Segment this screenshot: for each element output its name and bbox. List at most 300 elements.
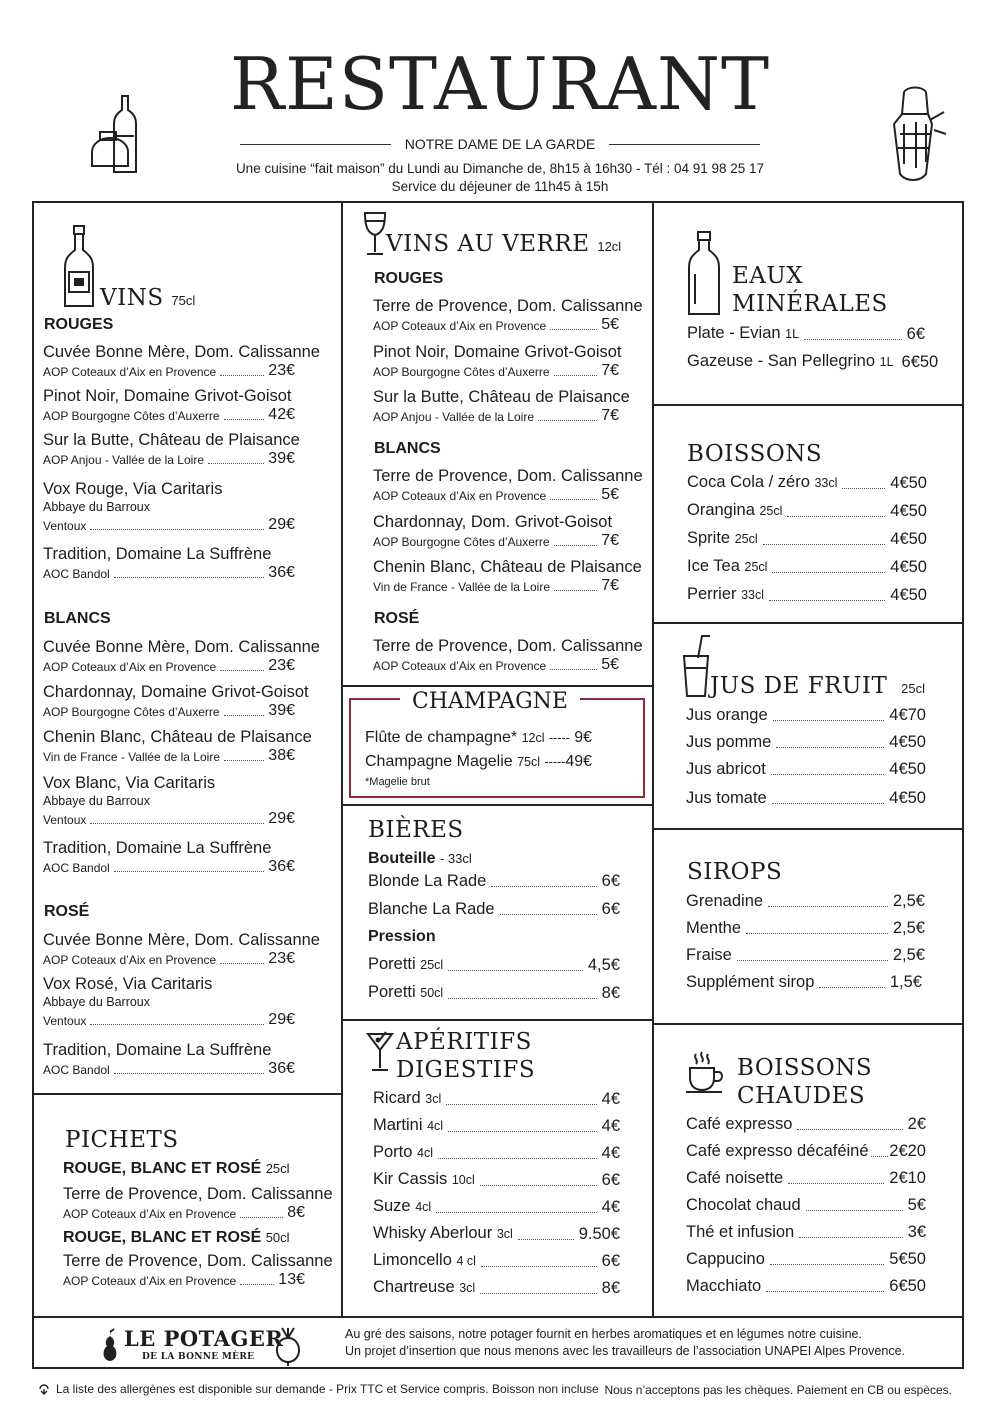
boisson-label: [687, 555, 767, 578]
chaude-label: Cappucino: [686, 1250, 765, 1268]
sirop-label: Grenadine: [686, 892, 764, 910]
boissons-title: BOISSONS: [687, 441, 823, 467]
verre-rose-label: ROSÉ: [374, 610, 420, 627]
eaux-title-line2: MINÉRALES: [732, 291, 888, 317]
boisson-item: [687, 527, 927, 550]
wine-price: 29€: [268, 810, 295, 827]
wine-price: 36€: [268, 564, 295, 581]
wine-appellation: AOP Coteaux d’Aix en Provence: [43, 365, 217, 379]
verre-appellation: AOP Coteaux d’Aix en Provence: [373, 319, 547, 333]
champagne-dashes: -----: [548, 731, 570, 745]
champagne-label: Flûte de champagne*: [365, 729, 518, 746]
sirop-label: Menthe: [686, 919, 742, 937]
verre-appellation: AOP Bourgogne Côtes d’Auxerre: [373, 365, 550, 379]
vins-verre-title: [386, 230, 621, 261]
aperitif-label-text: Suze: [373, 1197, 411, 1215]
wine-name: Sur la Butte, Château de Plaisance: [43, 431, 300, 449]
boisson-label: [687, 471, 837, 494]
vins-blancs-label: BLANCS: [44, 610, 111, 627]
aperitif-label-text: Kir Cassis: [373, 1170, 448, 1188]
wine-price: 39€: [268, 450, 295, 467]
chaude-label: Macchiato: [686, 1277, 762, 1295]
verre-appellation: AOP Coteaux d’Aix en Provence: [373, 489, 547, 503]
verre-price: 7€: [601, 362, 619, 379]
eau-unit: 1L: [785, 327, 800, 341]
juice-glass-icon: [680, 634, 714, 700]
boisson-label-text: Sprite: [687, 529, 731, 547]
eau-label-text: Gazeuse - San Pellegrino: [687, 352, 876, 370]
divider-eaux-boissons: [652, 404, 964, 406]
chaude-label: Café expresso: [686, 1115, 793, 1133]
subtitle-rule-left: [240, 144, 391, 145]
wine-name: Tradition, Domaine La Suffrène: [43, 545, 272, 563]
wine-name: Vox Rosé, Via Caritaris: [43, 975, 213, 993]
verre-item: [373, 296, 643, 334]
aperitif-item: [373, 1168, 620, 1191]
info-lunch: Service du déjeuner de 11h45 à 15h: [391, 179, 609, 194]
wine-name: Cuvée Bonne Mère, Dom. Calissanne: [43, 931, 320, 949]
biere-item: [368, 981, 620, 1004]
wine-name: Vox Rouge, Via Caritaris: [43, 480, 223, 498]
wine-item: [43, 1040, 295, 1078]
aperitif-price: 6€: [601, 1252, 620, 1270]
sirop-item: [686, 944, 925, 966]
chaudes-title-line2: CHAUDES: [737, 1083, 866, 1109]
aperitifs-title: [396, 1028, 535, 1084]
boisson-price: 4€50: [890, 530, 927, 548]
boisson-label-text: Ice Tea: [687, 557, 740, 575]
aperitif-label: [373, 1087, 441, 1110]
aperitif-item: [373, 1195, 620, 1218]
verre-rouges-label: ROUGES: [374, 270, 444, 287]
chaude-price: 6€50: [889, 1277, 926, 1295]
bottles-icon: [86, 92, 146, 182]
jus-price: 4€70: [889, 706, 926, 724]
coffee-cup-icon: [684, 1050, 726, 1096]
bieres-bouteille-label: [368, 850, 472, 868]
pichets-group-label: [63, 1160, 290, 1178]
aperitif-label-text: Porto: [373, 1143, 413, 1161]
potager-line1: Au gré des saisons, notre potager fournit en herbes aromatiques et en légumes notre cuisine.: [345, 1327, 862, 1341]
wine-price: 42€: [268, 406, 295, 423]
potager-description: [345, 1326, 905, 1360]
wine-price: 23€: [268, 950, 295, 967]
vins-verre-unit: 12cl: [597, 239, 622, 254]
wine-name: Vox Blanc, Via Caritaris: [43, 774, 216, 792]
restaurant-title: RESTAURANT: [229, 42, 771, 126]
verre-name: Chardonnay, Dom. Grivot-Goisot: [373, 513, 613, 531]
biere-unit: 50cl: [420, 986, 444, 1000]
aperitif-label-text: Ricard: [373, 1089, 421, 1107]
boisson-price: 4€50: [890, 502, 927, 520]
chaudes-title: [737, 1054, 872, 1110]
boisson-price: 4€50: [890, 558, 927, 576]
verre-item: [373, 387, 630, 425]
jus-title-text: JUS DE FRUIT: [710, 673, 888, 699]
wine-name: Cuvée Bonne Mère, Dom. Calissanne: [43, 638, 320, 656]
pichets-title: PICHETS: [65, 1127, 179, 1153]
wine-glass-icon: [362, 210, 388, 258]
verre-name: Sur la Butte, Château de Plaisance: [373, 388, 630, 406]
eau-label: [687, 322, 799, 345]
wine-price: 38€: [268, 747, 295, 764]
aperitif-unit: 10cl: [451, 1173, 475, 1187]
divider-footer: [32, 1316, 964, 1318]
aperitif-item: [373, 1114, 620, 1137]
divider-vins-pichets: [32, 1093, 343, 1095]
wine-appellation: AOC Bandol: [43, 1063, 110, 1077]
vins-rose-label: ROSÉ: [44, 903, 90, 920]
sirop-label: Supplément sirop: [686, 973, 815, 991]
allergens-note: [38, 1382, 599, 1396]
boisson-unit: 25cl: [759, 504, 783, 518]
logo-sub-text: DE LA BONNE MÈRE: [142, 1352, 255, 1362]
boisson-label-text: Coca Cola / zéro: [687, 473, 810, 491]
wine-item: [43, 637, 320, 675]
sirops-title: SIROPS: [687, 859, 783, 885]
wine-sub: Abbaye du Barroux: [43, 794, 151, 808]
wine-appellation: Vin de France - Vallée de la Loire: [43, 750, 220, 764]
chaude-item: [686, 1167, 926, 1189]
chaude-item: [686, 1248, 926, 1270]
pichets-group-label: [63, 1229, 290, 1247]
allergens-text: La liste des allergènes est disponible sur demande - Prix TTC et Service compris. Boisson non incluse: [56, 1382, 599, 1396]
divider-col2: [652, 201, 654, 1318]
vins-rouges-label: ROUGES: [44, 316, 114, 333]
verre-appellation: AOP Anjou - Vallée de la Loire: [373, 410, 534, 424]
wine-item: [43, 342, 320, 380]
champagne-item: [365, 728, 592, 748]
boisson-price: 4€50: [890, 586, 927, 604]
pichet-name: Terre de Provence, Dom. Calissanne: [63, 1252, 333, 1270]
verre-appellation: AOP Bourgogne Côtes d’Auxerre: [373, 535, 550, 549]
sirop-price: 2,5€: [892, 946, 925, 964]
verre-price: 7€: [601, 532, 619, 549]
jus-label: Jus orange: [686, 706, 768, 724]
verre-item: [373, 557, 642, 595]
aperitif-unit: 4cl: [417, 1146, 434, 1160]
info-hours: Une cuisine “fait maison” du Lundi au Dimanche de, 8h15 à 16h30 - Tél : 04 91 98 25 17: [235, 161, 765, 176]
aperitif-label: [373, 1114, 443, 1137]
verre-name: Terre de Provence, Dom. Calissanne: [373, 467, 643, 485]
biere-label: Blonde La Rade: [368, 872, 487, 890]
verre-appellation: Vin de France - Vallée de la Loire: [373, 580, 550, 594]
boisson-label-text: Orangina: [687, 501, 755, 519]
verre-name: Pinot Noir, Domaine Grivot-Goisot: [373, 343, 622, 361]
logo-main-text: LE POTAGER: [124, 1326, 284, 1351]
wine-price: 29€: [268, 516, 295, 533]
chaude-label: Thé et infusion: [686, 1223, 795, 1241]
wine-item: [43, 682, 309, 720]
wine-appellation: Ventoux: [43, 1014, 87, 1028]
wine-item: [43, 479, 295, 534]
wine-name: Chenin Blanc, Château de Plaisance: [43, 728, 312, 746]
aperitif-label: [373, 1222, 513, 1245]
bieres-bouteille-text: Bouteille: [368, 850, 436, 867]
boisson-unit: 33cl: [741, 588, 765, 602]
sirop-item: [686, 890, 925, 912]
champagne-price: 49€: [565, 753, 593, 770]
vins-verre-title-text: VINS AU VERRE: [386, 231, 590, 257]
aperitif-price: 4€: [601, 1198, 620, 1216]
verre-name: Chenin Blanc, Château de Plaisance: [373, 558, 642, 576]
pichets-group-label-text: ROUGE, BLANC ET ROSÉ: [63, 1160, 262, 1177]
biere-label: Blanche La Rade: [368, 900, 495, 918]
boisson-unit: 25cl: [734, 532, 758, 546]
chaude-price: 5€: [907, 1196, 926, 1214]
aperitif-item: [373, 1141, 620, 1164]
champagne-unit: 12cl: [521, 731, 545, 745]
wine-item: [43, 773, 295, 828]
champagne-price: 9€: [574, 729, 593, 746]
wine-appellation: AOP Coteaux d’Aix en Provence: [43, 953, 217, 967]
biere-item: [368, 953, 620, 976]
restaurant-subtitle: [240, 134, 760, 154]
pichet-appellation: AOP Coteaux d’Aix en Provence: [63, 1274, 237, 1288]
aperitif-unit: 4cl: [415, 1200, 432, 1214]
water-bottle-icon: [687, 230, 721, 318]
eau-item: [687, 350, 939, 373]
chaude-item: [686, 1275, 926, 1297]
eau-price: 6€: [906, 325, 925, 343]
divider-sirops-chaudes: [652, 1023, 964, 1025]
chaude-item: [686, 1140, 926, 1162]
verre-price: 7€: [601, 577, 619, 594]
verre-item: [373, 342, 622, 380]
biere-label: [368, 953, 443, 976]
chaude-item: [686, 1221, 926, 1243]
boisson-item: [687, 471, 927, 494]
divider-verre-champ: [341, 685, 654, 687]
eau-price: 6€50: [901, 353, 939, 371]
pichet-price: 13€: [278, 1271, 305, 1288]
eaux-title: [732, 262, 888, 318]
wine-price: 29€: [268, 1011, 295, 1028]
pichet-item: [63, 1184, 333, 1222]
jus-price: 4€50: [889, 733, 926, 751]
sirop-price: 2,5€: [892, 919, 925, 937]
aperitif-price: 4€: [601, 1090, 620, 1108]
boisson-label: [687, 499, 782, 522]
divider-col1: [341, 201, 343, 1318]
verre-appellation: AOP Coteaux d’Aix en Provence: [373, 659, 547, 673]
aperitif-label: [373, 1141, 433, 1164]
jus-label: Jus abricot: [686, 760, 766, 778]
pichet-appellation: AOP Coteaux d’Aix en Provence: [63, 1207, 237, 1221]
aperitif-label: [373, 1276, 475, 1299]
wine-name: Chardonnay, Domaine Grivot-Goisot: [43, 683, 309, 701]
wine-price: 23€: [268, 657, 295, 674]
biere-label: [368, 981, 443, 1004]
boisson-unit: 33cl: [814, 476, 838, 490]
subtitle-text: NOTRE DAME DE LA GARDE: [404, 136, 596, 152]
boisson-price: 4€50: [890, 474, 927, 492]
wine-sub: Abbaye du Barroux: [43, 500, 151, 514]
jus-unit: 25cl: [901, 681, 925, 696]
eaux-title-line1: EAUX: [732, 263, 804, 289]
chaude-item: [686, 1194, 926, 1216]
boisson-label: [687, 583, 764, 606]
divider-boissons-jus: [652, 622, 964, 624]
aperitif-price: 6€: [601, 1171, 620, 1189]
sirop-label: Fraise: [686, 946, 732, 964]
biere-price: 6€: [601, 900, 620, 918]
wine-item: [43, 974, 295, 1029]
biere-label-text: Poretti: [368, 955, 416, 973]
jus-title: [710, 672, 925, 703]
aperitif-price: 4€: [601, 1144, 620, 1162]
chaude-price: 2€: [907, 1115, 926, 1133]
jus-label: Jus tomate: [686, 789, 767, 807]
chaude-label: Café noisette: [686, 1169, 784, 1187]
vins-title-text: VINS: [100, 285, 164, 311]
wine-item: [43, 727, 312, 765]
boisson-unit: 25cl: [744, 560, 768, 574]
boisson-item: [687, 499, 927, 522]
wine-appellation: Ventoux: [43, 519, 87, 533]
jus-item: [686, 731, 926, 753]
payment-note: Nous n’acceptons pas les chèques. Paiement en CB ou espèces.: [604, 1383, 952, 1397]
eau-label-text: Plate - Evian: [687, 324, 781, 342]
pichets-group-unit: 25cl: [265, 1161, 290, 1176]
wine-name: Tradition, Domaine La Suffrène: [43, 839, 272, 857]
bieres-title: BIÈRES: [368, 817, 464, 843]
verre-item: [373, 466, 643, 504]
divider-jus-sirops: [652, 828, 964, 830]
chaude-label: Café expresso décaféiné: [686, 1142, 869, 1160]
aperitif-unit: 4 cl: [456, 1254, 476, 1268]
wine-name: Tradition, Domaine La Suffrène: [43, 1041, 272, 1059]
champagne-unit: 75cl: [517, 755, 541, 769]
aperitif-item: [373, 1222, 620, 1245]
pear-icon: [100, 1328, 120, 1362]
wine-price: 23€: [268, 362, 295, 379]
verre-name: Terre de Provence, Dom. Calissanne: [373, 297, 643, 315]
bieres-bouteille-unit: - 33cl: [440, 851, 472, 866]
chaude-price: 5€50: [889, 1250, 926, 1268]
aperitif-label: [373, 1249, 476, 1272]
wine-appellation: Ventoux: [43, 813, 87, 827]
aperitif-unit: 4cl: [427, 1119, 444, 1133]
champagne-dashes: -----: [544, 755, 566, 769]
eau-item: [687, 322, 925, 345]
wine-name: Pinot Noir, Domaine Grivot-Goisot: [43, 387, 292, 405]
aperitif-item: [373, 1087, 620, 1110]
pichet-item: [63, 1251, 333, 1289]
biere-label-text: Poretti: [368, 983, 416, 1001]
sirop-item: [686, 971, 922, 993]
verre-price: 5€: [601, 486, 619, 503]
boisson-label: [687, 527, 758, 550]
champagne-item: [365, 752, 592, 772]
aperitifs-title-line2: DIGESTIFS: [396, 1057, 536, 1083]
allergen-icon: [38, 1383, 50, 1395]
vins-title: [100, 284, 195, 315]
aperitifs-title-line1: APÉRITIFS: [396, 1029, 532, 1055]
wine-item: [43, 386, 295, 424]
verre-name: Terre de Provence, Dom. Calissanne: [373, 637, 643, 655]
verre-item: [373, 512, 619, 550]
chaude-price: 3€: [907, 1223, 926, 1241]
boisson-item: [687, 583, 927, 606]
aperitif-price: 4€: [601, 1117, 620, 1135]
divider-bieres-aperitifs: [341, 1019, 654, 1021]
aperitif-item: [373, 1276, 620, 1299]
verre-price: 5€: [601, 656, 619, 673]
champagne-label: Champagne Magelie: [365, 753, 513, 770]
chaudes-title-line1: BOISSONS: [737, 1055, 873, 1081]
aperitif-unit: 3cl: [425, 1092, 442, 1106]
aperitif-price: 8€: [601, 1279, 620, 1297]
aperitif-label-text: Martini: [373, 1116, 423, 1134]
jus-item: [686, 758, 926, 780]
chaude-item: [686, 1113, 926, 1135]
biere-item: [368, 898, 620, 920]
chaude-label: Chocolat chaud: [686, 1196, 801, 1214]
boisson-label-text: Perrier: [687, 585, 737, 603]
wine-item: [43, 930, 320, 968]
jus-price: 4€50: [889, 789, 926, 807]
sirop-price: 1,5€: [889, 973, 922, 991]
pichets-group-unit: 50cl: [265, 1230, 290, 1245]
vins-unit: 75cl: [171, 293, 196, 308]
verre-item: [373, 636, 643, 674]
champagne-title: CHAMPAGNE: [400, 688, 580, 716]
eau-unit: 1L: [879, 355, 894, 369]
jus-label: Jus pomme: [686, 733, 772, 751]
wine-appellation: AOC Bandol: [43, 861, 110, 875]
jus-item: [686, 704, 926, 726]
aperitif-label: [373, 1168, 475, 1191]
restaurant-info: [0, 160, 1000, 196]
aperitif-unit: 3cl: [459, 1281, 476, 1295]
aperitif-label-text: Chartreuse: [373, 1278, 455, 1296]
wine-price: 36€: [268, 858, 295, 875]
aperitif-label-text: Whisky Aberlour: [373, 1224, 493, 1242]
wine-appellation: AOP Bourgogne Côtes d’Auxerre: [43, 409, 220, 423]
aperitif-price: 9.50€: [578, 1225, 620, 1243]
potager-line2: Un projet d’insertion que nous menons avec les travailleurs de l’association UNAPEI Alpes Provence.: [345, 1344, 906, 1358]
wine-price: 39€: [268, 702, 295, 719]
boisson-item: [687, 555, 927, 578]
pichets-group-label-text: ROUGE, BLANC ET ROSÉ: [63, 1229, 262, 1246]
apron-icon: [880, 84, 950, 188]
sirop-price: 2,5€: [892, 892, 925, 910]
subtitle-rule-right: [609, 144, 760, 145]
biere-price: 8€: [601, 984, 620, 1002]
wine-item: [43, 838, 295, 876]
biere-item: [368, 870, 620, 892]
divider-champ-bieres: [341, 804, 654, 806]
wine-appellation: AOP Coteaux d’Aix en Provence: [43, 660, 217, 674]
jus-price: 4€50: [889, 760, 926, 778]
jus-item: [686, 787, 926, 809]
wine-appellation: AOP Bourgogne Côtes d’Auxerre: [43, 705, 220, 719]
pichet-price: 8€: [287, 1204, 305, 1221]
wine-appellation: AOC Bandol: [43, 567, 110, 581]
verre-price: 5€: [601, 316, 619, 333]
wine-appellation: AOP Anjou - Vallée de la Loire: [43, 453, 204, 467]
beet-icon: [274, 1326, 302, 1366]
wine-sub: Abbaye du Barroux: [43, 995, 151, 1009]
aperitif-unit: 3cl: [496, 1227, 513, 1241]
biere-price: 4,5€: [587, 956, 620, 974]
bieres-pression-label: Pression: [368, 928, 436, 945]
wine-name: Cuvée Bonne Mère, Dom. Calissanne: [43, 343, 320, 361]
chaude-price: 2€10: [889, 1169, 926, 1187]
biere-price: 6€: [601, 872, 620, 890]
aperitif-label-text: Limoncello: [373, 1251, 452, 1269]
